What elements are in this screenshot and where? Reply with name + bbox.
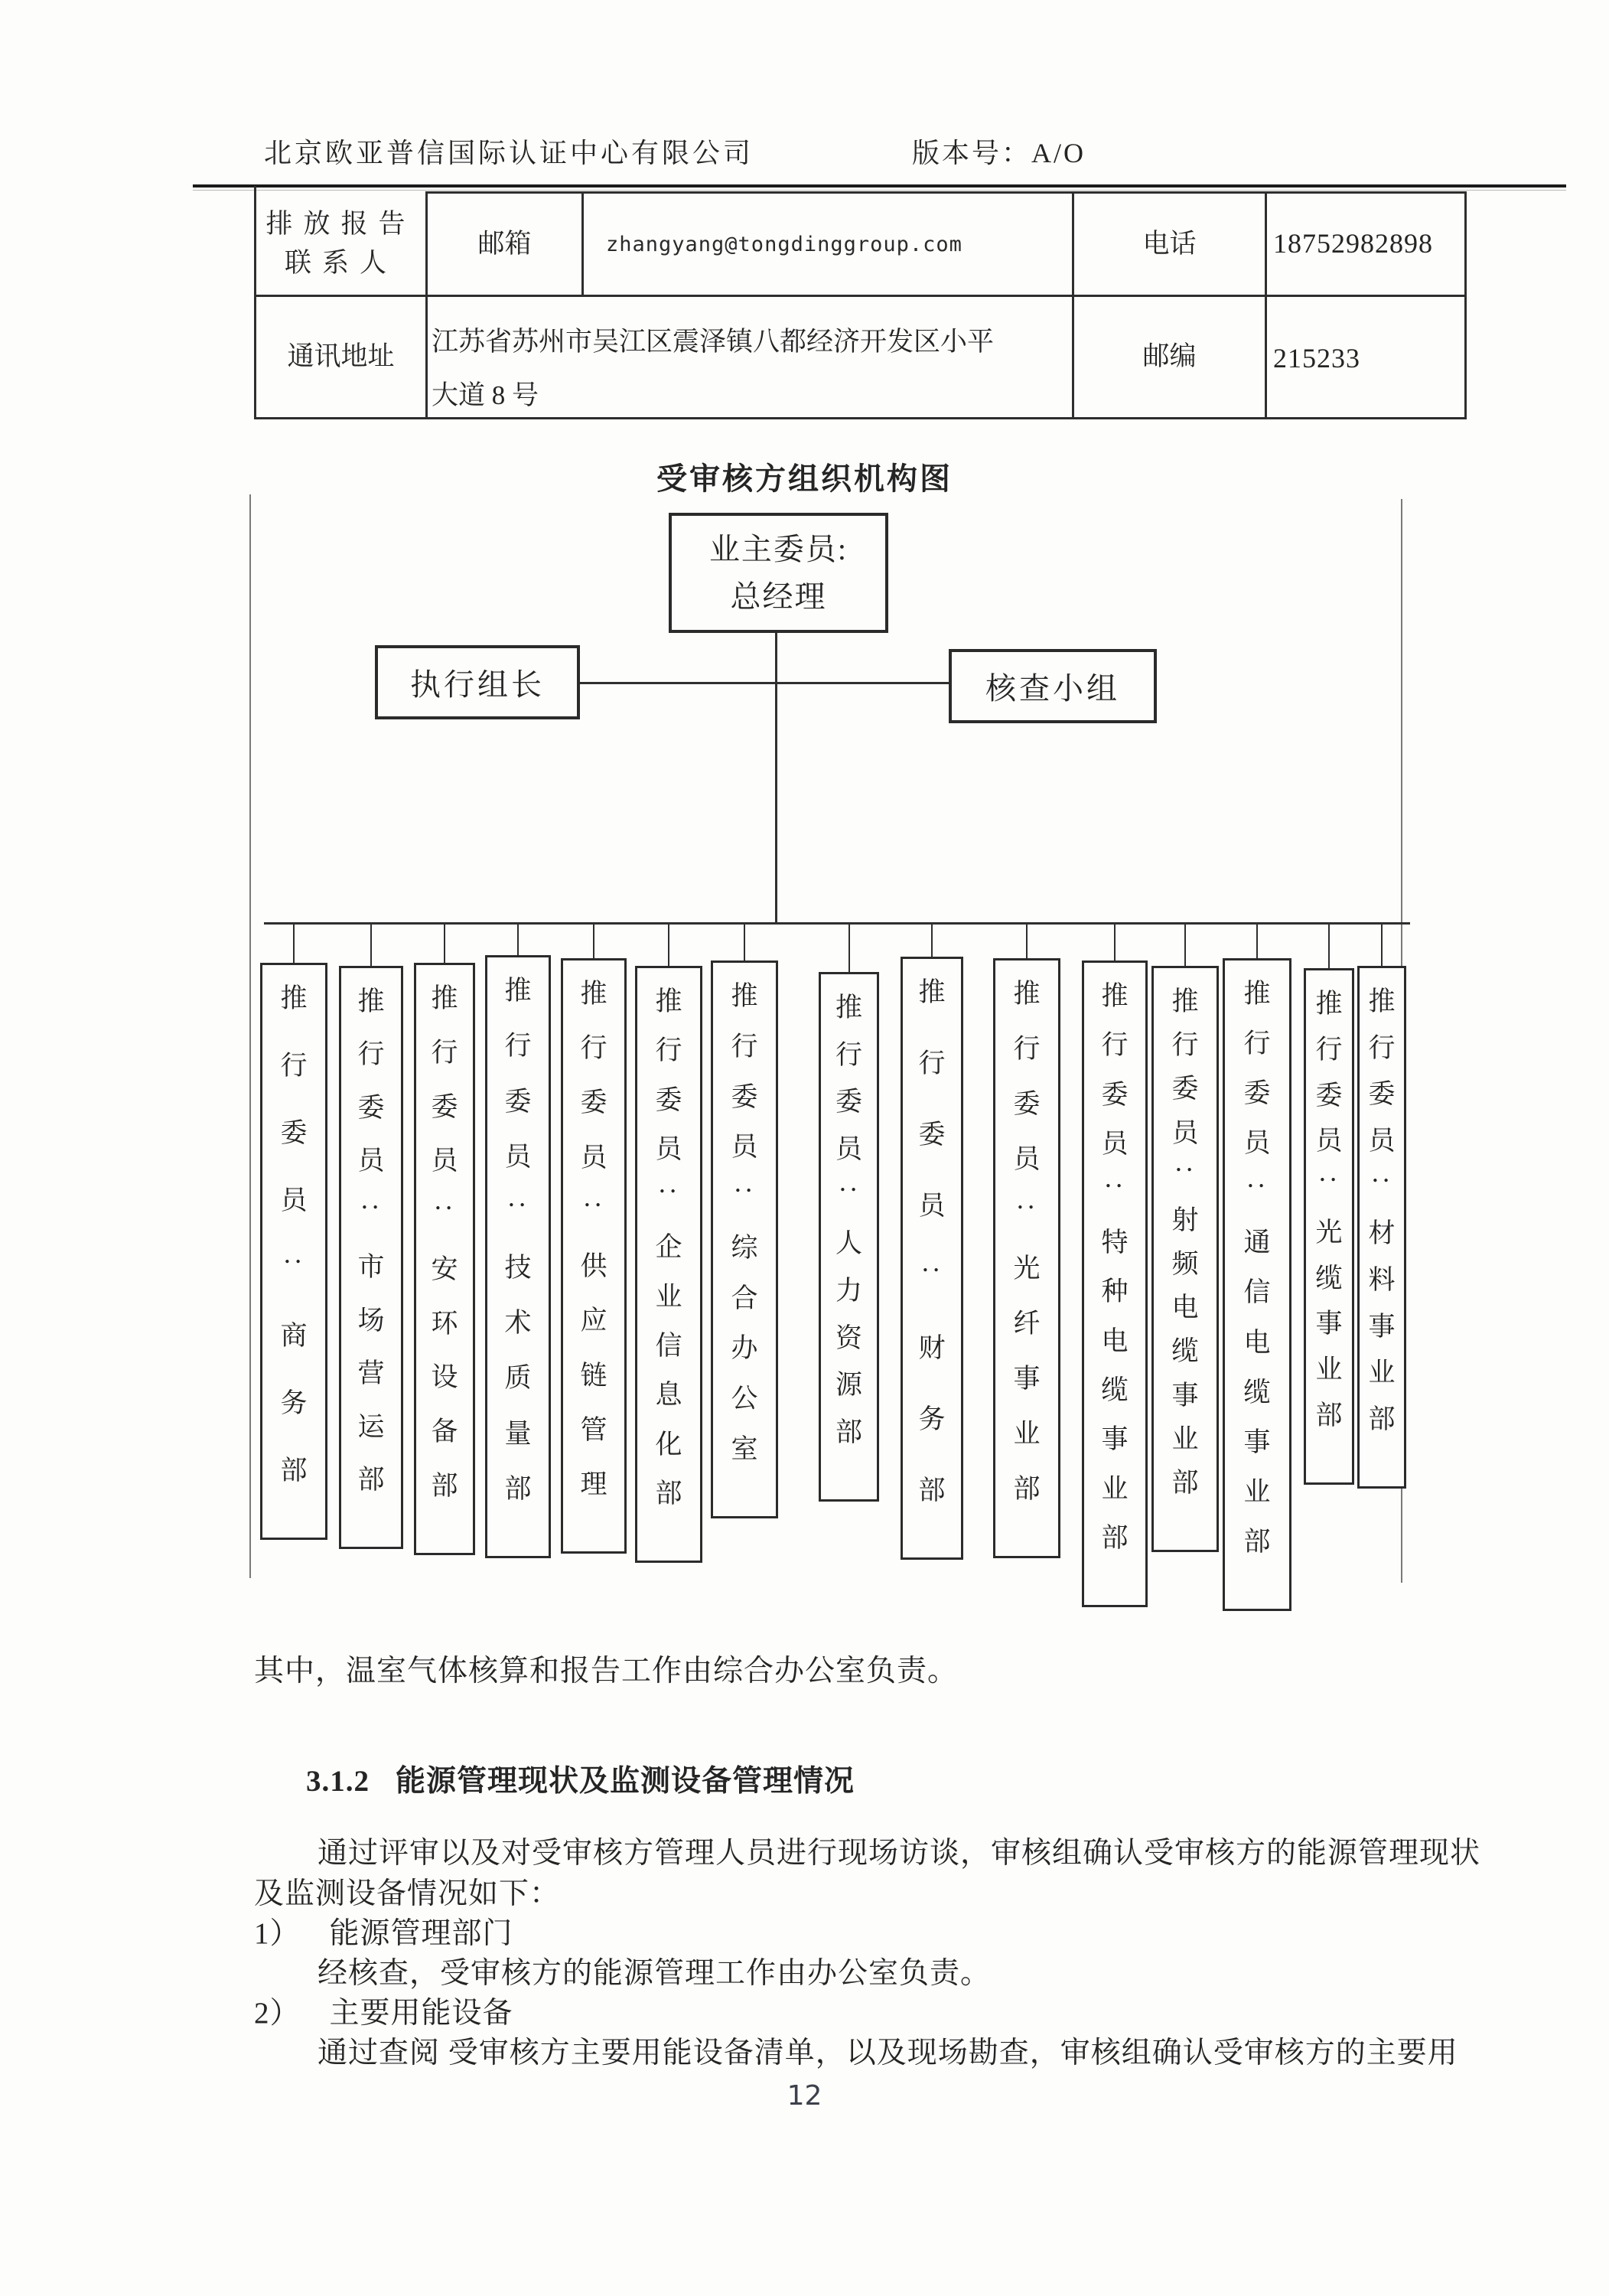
org-unit-char: 部 bbox=[280, 1455, 308, 1486]
org-unit-char: 员 bbox=[1368, 1125, 1396, 1156]
org-unit-char: 推 bbox=[1368, 987, 1396, 1016]
org-unit-char: 源 bbox=[835, 1370, 862, 1401]
org-unit-char: 委 bbox=[731, 1081, 758, 1112]
table-col-divider-2 bbox=[581, 191, 584, 295]
org-unit-char: ： bbox=[429, 1202, 460, 1229]
org-unit-char: 委 bbox=[580, 1088, 607, 1118]
org-unit-char: 员 bbox=[1101, 1129, 1129, 1159]
org-unit-char: 量 bbox=[504, 1418, 532, 1449]
org-unit-char: 员 bbox=[1171, 1117, 1199, 1148]
connector-horizontal-level2 bbox=[580, 682, 949, 684]
org-unit-char: 办 bbox=[731, 1333, 758, 1364]
org-unit-box bbox=[339, 966, 403, 1549]
org-unit-box bbox=[1357, 966, 1406, 1489]
org-unit-char: 业 bbox=[1315, 1355, 1343, 1385]
org-unit-char: 员 bbox=[835, 1133, 862, 1164]
org-unit-char: 行 bbox=[1013, 1033, 1041, 1064]
org-unit-char: 营 bbox=[357, 1358, 385, 1389]
org-unit-char: 缆 bbox=[1101, 1375, 1129, 1405]
org-unit-char: 行 bbox=[1368, 1032, 1396, 1063]
org-unit-char: 委 bbox=[431, 1091, 458, 1122]
org-unit-char: ： bbox=[1099, 1179, 1130, 1207]
org-unit-char: 行 bbox=[1101, 1030, 1129, 1061]
connector-drop-line bbox=[1184, 924, 1186, 966]
org-unit-char: ： bbox=[503, 1199, 533, 1226]
page-number: 12 bbox=[787, 2080, 822, 2112]
org-unit-char: 业 bbox=[1101, 1473, 1129, 1504]
list-item-1-marker: 1） bbox=[254, 1917, 301, 1950]
org-unit-box bbox=[1223, 958, 1291, 1611]
org-unit-char: 管 bbox=[580, 1414, 607, 1445]
org-unit-char: 推 bbox=[1171, 987, 1199, 1016]
email-label-cell: 邮箱 bbox=[477, 228, 532, 259]
org-unit-char: 业 bbox=[1243, 1476, 1271, 1507]
org-unit-char: 员 bbox=[918, 1191, 946, 1221]
org-unit-char: 部 bbox=[1171, 1467, 1199, 1498]
paragraph-line-2: 及监测设备情况如下： bbox=[254, 1877, 561, 1910]
org-unit-char: 员 bbox=[580, 1142, 607, 1172]
connector-vertical-stem bbox=[775, 633, 777, 924]
paragraph-line-1: 通过评审以及对受审核方管理人员进行现场访谈，审核组确认受审核方的能源管理现状 bbox=[318, 1837, 1481, 1870]
company-name: 北京欧亚普信国际认证中心有限公司 bbox=[264, 138, 754, 168]
org-unit-char: 推 bbox=[1101, 981, 1129, 1011]
org-unit-char: 行 bbox=[431, 1037, 458, 1068]
org-unit-char: 运 bbox=[357, 1411, 385, 1442]
header-rule-echo bbox=[193, 190, 1566, 191]
org-unit-char: 推 bbox=[431, 983, 458, 1013]
org-unit-box bbox=[1082, 960, 1148, 1607]
org-unit-char: 频 bbox=[1171, 1249, 1199, 1280]
org-unit-char: 安 bbox=[431, 1254, 458, 1284]
org-unit-char: 技 bbox=[504, 1252, 532, 1283]
list-item-2-title: 主要用能设备 bbox=[329, 1997, 513, 2030]
org-unit-char: 部 bbox=[918, 1476, 946, 1505]
org-unit-char: 综 bbox=[731, 1232, 758, 1263]
list-item-1-title: 能源管理部门 bbox=[329, 1917, 513, 1950]
org-unit-char: 部 bbox=[1315, 1400, 1343, 1430]
org-unit-char: 委 bbox=[1243, 1078, 1271, 1109]
org-unit-char: 人 bbox=[835, 1228, 862, 1259]
org-unit-char: 电 bbox=[1171, 1293, 1199, 1323]
org-unit-char: 委 bbox=[504, 1086, 532, 1117]
org-chart-title: 受审核方组织机构图 bbox=[656, 461, 953, 496]
address-line1: 江苏省苏州市吴江区震泽镇八都经济开发区小平 bbox=[432, 327, 995, 357]
org-unit-char: 场 bbox=[357, 1305, 385, 1336]
org-unit-char: 务 bbox=[918, 1404, 946, 1434]
org-unit-char: 业 bbox=[655, 1281, 682, 1312]
org-unit-char: 事 bbox=[1368, 1311, 1396, 1342]
executive-leader-label: 执行组长 bbox=[410, 667, 545, 702]
org-unit-char: 业 bbox=[1171, 1424, 1199, 1454]
connector-drop-line bbox=[931, 924, 933, 957]
verification-team-label: 核查小组 bbox=[985, 671, 1120, 706]
org-unit-box bbox=[993, 958, 1060, 1558]
org-unit-char: 委 bbox=[1101, 1079, 1129, 1110]
connector-drop-line bbox=[1381, 924, 1383, 966]
table-col-divider-4 bbox=[1265, 191, 1267, 419]
org-unit-char: 行 bbox=[504, 1031, 532, 1062]
org-unit-char: 公 bbox=[731, 1384, 758, 1414]
org-unit-char: ： bbox=[729, 1184, 760, 1212]
org-unit-char: 链 bbox=[580, 1360, 607, 1391]
org-unit-char: 光 bbox=[1315, 1217, 1343, 1247]
org-unit-char: 部 bbox=[1013, 1473, 1041, 1504]
org-unit-char: 推 bbox=[1315, 989, 1343, 1019]
org-unit-char: 员 bbox=[431, 1146, 458, 1176]
connector-drop-line bbox=[593, 924, 594, 958]
org-unit-char: 应 bbox=[580, 1306, 607, 1336]
org-unit-char: 电 bbox=[1101, 1326, 1129, 1356]
org-unit-box bbox=[1304, 968, 1354, 1485]
org-unit-char: 员 bbox=[357, 1146, 385, 1176]
header-rule bbox=[193, 184, 1566, 188]
org-unit-char: 推 bbox=[1013, 979, 1041, 1009]
org-unit-char: 资 bbox=[835, 1322, 862, 1353]
list-item-2-marker: 2） bbox=[254, 1997, 301, 2030]
org-unit-char: 事 bbox=[1101, 1424, 1129, 1455]
org-unit-char: 电 bbox=[1243, 1327, 1271, 1358]
org-unit-char: 室 bbox=[731, 1433, 758, 1464]
org-unit-char: 信 bbox=[1243, 1277, 1271, 1308]
org-unit-char: 种 bbox=[1101, 1277, 1129, 1307]
owner-committee-line2: 总经理 bbox=[730, 579, 827, 614]
org-unit-char: 委 bbox=[1171, 1074, 1199, 1104]
org-unit-char: 员 bbox=[504, 1141, 532, 1172]
org-unit-char: 光 bbox=[1013, 1254, 1041, 1284]
owner-committee-line1: 业主委员: bbox=[708, 531, 848, 566]
org-unit-char: 材 bbox=[1368, 1218, 1396, 1249]
org-unit-char: 部 bbox=[431, 1470, 458, 1501]
org-unit-char: 通 bbox=[1243, 1228, 1271, 1258]
org-unit-char: 缆 bbox=[1171, 1336, 1199, 1367]
org-unit-char: 员 bbox=[1013, 1143, 1041, 1174]
org-unit-char: 缆 bbox=[1243, 1377, 1271, 1407]
org-unit-char: 部 bbox=[655, 1478, 682, 1508]
connector-drop-line bbox=[444, 924, 445, 963]
org-unit-char: ： bbox=[578, 1198, 609, 1225]
org-unit-char: 质 bbox=[504, 1363, 532, 1394]
org-unit-box bbox=[635, 966, 702, 1563]
note-line: 其中，温室气体核算和报告工作由综合办公室负责。 bbox=[254, 1655, 959, 1688]
org-unit-char: 事 bbox=[1243, 1427, 1271, 1457]
connector-horizontal-main bbox=[264, 922, 1410, 925]
table-row-divider bbox=[254, 295, 1467, 297]
section-heading bbox=[306, 1757, 855, 1800]
list-item-2-body: 通过查阅 受审核方主要用能设备清单，以及现场勘查，审核组确认受审核方的主要用 bbox=[318, 2037, 1458, 2069]
org-unit-char: 推 bbox=[1243, 979, 1271, 1009]
org-unit-char: 环 bbox=[431, 1308, 458, 1339]
org-unit-char: 员 bbox=[655, 1133, 682, 1164]
org-unit-char: 部 bbox=[835, 1417, 862, 1447]
org-unit-char: 纤 bbox=[1013, 1309, 1041, 1339]
org-unit-box bbox=[819, 972, 879, 1502]
org-unit-box bbox=[561, 958, 627, 1554]
org-unit-char: 行 bbox=[1243, 1029, 1271, 1059]
address-line2: 大道 8 号 bbox=[432, 380, 539, 410]
org-unit-char: 行 bbox=[1171, 1030, 1199, 1061]
connector-drop-line bbox=[668, 924, 669, 966]
contact-table bbox=[254, 191, 1467, 419]
org-unit-char: 企 bbox=[655, 1232, 682, 1263]
connector-drop-line bbox=[517, 924, 519, 955]
postcode-value-cell: 215233 bbox=[1273, 343, 1360, 373]
emission-contact-line1: 排放报告 bbox=[265, 209, 416, 240]
org-unit-char: ： bbox=[1011, 1200, 1042, 1228]
org-unit-char: 部 bbox=[1368, 1404, 1396, 1434]
org-unit-char: 事 bbox=[1315, 1309, 1343, 1339]
org-unit-char: 员 bbox=[1243, 1128, 1271, 1159]
org-unit-char: 射 bbox=[1171, 1205, 1199, 1235]
org-unit-char: 业 bbox=[1368, 1358, 1396, 1388]
org-unit-char: ： bbox=[833, 1182, 864, 1210]
org-unit-char: 事 bbox=[1171, 1380, 1199, 1411]
org-unit-char: 委 bbox=[357, 1092, 385, 1123]
org-unit-box bbox=[260, 963, 327, 1540]
section-heading-number: 3.1.2 bbox=[306, 1765, 370, 1798]
org-unit-box bbox=[485, 955, 551, 1558]
org-unit-char: 部 bbox=[1243, 1526, 1271, 1557]
org-unit-char: 行 bbox=[731, 1031, 758, 1062]
org-unit-char: 推 bbox=[580, 979, 607, 1009]
email-value-cell: zhangyang@tongdinggroup.com bbox=[606, 233, 962, 256]
list-item-1-body: 经核查，受审核方的能源管理工作由办公室负责。 bbox=[318, 1957, 992, 1990]
org-unit-char: ： bbox=[1242, 1179, 1272, 1207]
org-unit-char: 员 bbox=[280, 1186, 308, 1216]
org-unit-char: 力 bbox=[835, 1275, 862, 1306]
org-unit-char: 委 bbox=[1013, 1088, 1041, 1119]
org-unit-char: ： bbox=[653, 1185, 684, 1212]
org-unit-char: 委 bbox=[280, 1118, 308, 1149]
org-unit-char: 息 bbox=[655, 1380, 682, 1411]
list-item-1 bbox=[254, 1910, 513, 1952]
org-unit-box bbox=[901, 957, 963, 1560]
org-unit-char: ： bbox=[1170, 1163, 1200, 1190]
org-unit-char: 行 bbox=[1315, 1034, 1343, 1065]
connector-drop-line bbox=[370, 924, 372, 966]
org-unit-char: ： bbox=[917, 1263, 947, 1291]
org-unit-char: 推 bbox=[504, 976, 532, 1006]
org-unit-box bbox=[711, 960, 778, 1518]
org-unit-char: 商 bbox=[280, 1320, 308, 1351]
org-unit-char: 推 bbox=[731, 981, 758, 1011]
org-unit-char: 财 bbox=[918, 1333, 946, 1363]
org-unit-char: 部 bbox=[1101, 1522, 1129, 1553]
org-unit-char: 合 bbox=[731, 1283, 758, 1313]
emission-contact-line2: 联系人 bbox=[284, 248, 397, 278]
org-unit-char: 务 bbox=[280, 1388, 308, 1418]
chart-frame-left-line bbox=[249, 494, 251, 1578]
org-unit-char: 化 bbox=[655, 1429, 682, 1459]
org-unit-char: 行 bbox=[918, 1049, 946, 1078]
org-box-executive-leader bbox=[375, 645, 580, 719]
org-unit-char: 委 bbox=[918, 1120, 946, 1150]
connector-drop-line bbox=[1328, 924, 1330, 968]
org-unit-char: ： bbox=[1314, 1173, 1344, 1201]
org-unit-char: 员 bbox=[1315, 1126, 1343, 1156]
org-unit-char: 行 bbox=[280, 1051, 308, 1081]
org-unit-char: 行 bbox=[580, 1033, 607, 1064]
org-unit-char: 委 bbox=[1368, 1079, 1396, 1110]
org-unit-char: 理 bbox=[580, 1469, 607, 1499]
org-unit-char: 事 bbox=[1013, 1364, 1041, 1394]
org-unit-char: 推 bbox=[655, 987, 682, 1016]
org-box-verification-team bbox=[949, 649, 1157, 723]
connector-drop-line bbox=[293, 924, 295, 963]
phone-label-cell: 电话 bbox=[1142, 228, 1197, 259]
address-label-cell: 通讯地址 bbox=[287, 341, 395, 372]
org-box-owner-committee bbox=[669, 513, 888, 633]
org-unit-char: 推 bbox=[280, 983, 308, 1013]
org-unit-char: 供 bbox=[580, 1251, 607, 1282]
org-unit-char: 行 bbox=[357, 1039, 385, 1070]
org-unit-char: 部 bbox=[357, 1464, 385, 1495]
org-unit-char: 推 bbox=[918, 977, 946, 1007]
org-unit-char: 推 bbox=[357, 987, 385, 1016]
org-unit-char: 料 bbox=[1368, 1264, 1396, 1295]
org-unit-char: 行 bbox=[835, 1039, 862, 1070]
connector-drop-line bbox=[848, 924, 850, 972]
org-unit-char: 委 bbox=[835, 1087, 862, 1117]
phone-value-cell: 18752982898 bbox=[1273, 228, 1433, 259]
org-unit-char: 部 bbox=[504, 1473, 532, 1504]
org-unit-char: ： bbox=[356, 1200, 386, 1228]
org-unit-char: 特 bbox=[1101, 1227, 1129, 1257]
connector-drop-line bbox=[1026, 924, 1028, 958]
connector-drop-line bbox=[1114, 924, 1116, 960]
org-unit-char: 信 bbox=[655, 1331, 682, 1362]
address-value-cell bbox=[432, 315, 1070, 415]
org-unit-char: 业 bbox=[1013, 1419, 1041, 1449]
org-unit-char: 设 bbox=[431, 1362, 458, 1393]
org-unit-box bbox=[414, 963, 475, 1555]
section-heading-text: 能源管理现状及监测设备管理情况 bbox=[396, 1765, 855, 1798]
connector-drop-line bbox=[1256, 924, 1258, 958]
org-unit-char: 委 bbox=[1315, 1080, 1343, 1110]
org-unit-char: 术 bbox=[504, 1307, 532, 1338]
org-unit-char: 委 bbox=[655, 1084, 682, 1115]
org-unit-char: 推 bbox=[835, 993, 862, 1022]
org-unit-char: 行 bbox=[655, 1035, 682, 1066]
connector-drop-line bbox=[744, 924, 745, 960]
org-unit-char: ： bbox=[278, 1254, 309, 1282]
version-label: 版本号：A/O bbox=[912, 138, 1086, 168]
org-unit-char: 备 bbox=[431, 1417, 458, 1447]
emission-contact-label-cell bbox=[256, 194, 425, 295]
org-unit-char: ： bbox=[1366, 1173, 1397, 1201]
org-unit-char: 市 bbox=[357, 1252, 385, 1283]
org-unit-char: 员 bbox=[731, 1132, 758, 1163]
table-border-right bbox=[1464, 191, 1467, 419]
postcode-label-cell: 邮编 bbox=[1142, 341, 1197, 372]
org-unit-box bbox=[1151, 966, 1219, 1552]
list-item-2 bbox=[254, 1989, 513, 2032]
org-unit-char: 缆 bbox=[1315, 1263, 1343, 1293]
